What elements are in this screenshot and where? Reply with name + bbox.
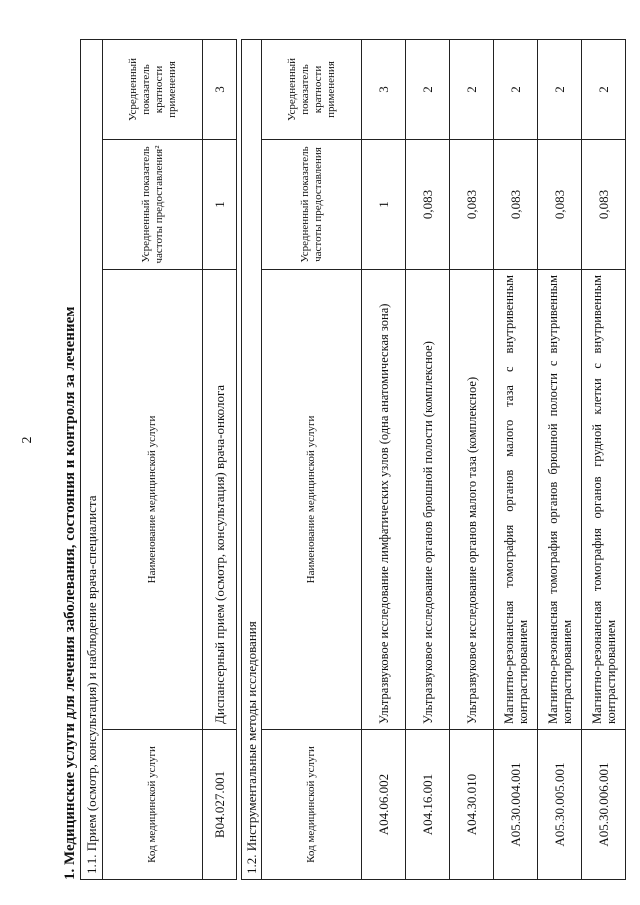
cell-code: A04.30.010 bbox=[450, 730, 494, 880]
table-row bbox=[203, 39, 237, 879]
table-consultations bbox=[80, 39, 237, 880]
header-multiplicity: Усредненный показатель кратности применения bbox=[262, 39, 362, 139]
cell-multiplicity: 2 bbox=[450, 39, 494, 139]
table-caption: 1.2. Инструментальные методы исследования bbox=[242, 39, 262, 879]
table-row bbox=[362, 39, 406, 879]
cell-multiplicity: 2 bbox=[538, 39, 582, 139]
cell-code: A05.30.004.001 bbox=[494, 730, 538, 880]
cell-code: B04.027.001 bbox=[203, 730, 237, 880]
table-row bbox=[450, 39, 494, 879]
table-header-row bbox=[103, 39, 203, 879]
table-row bbox=[538, 39, 582, 879]
table-instrumental-methods bbox=[241, 39, 626, 880]
page-number: 2 bbox=[20, 436, 35, 444]
cell-code: A05.30.006.001 bbox=[582, 730, 626, 880]
cell-frequency: 0,083 bbox=[450, 140, 494, 270]
cell-multiplicity: 3 bbox=[203, 39, 237, 139]
cell-name: Магнитно-резонансная томография органов грудной клетки с внутривенным контрастированием bbox=[582, 270, 626, 730]
header-multiplicity: Усредненный показатель кратности применения bbox=[103, 39, 203, 139]
table-caption-row bbox=[242, 39, 262, 879]
cell-code: A04.16.001 bbox=[406, 730, 450, 880]
header-name: Наименование медицинской услуги bbox=[262, 270, 362, 730]
cell-name: Ультразвуковое исследование лимфатических узлов (одна анатомическая зона) bbox=[362, 270, 406, 730]
cell-frequency: 0,083 bbox=[582, 140, 626, 270]
cell-name: Магнитно-резонансная томография органов малого таза с внутривенным контрастированием bbox=[494, 270, 538, 730]
cell-multiplicity: 2 bbox=[582, 39, 626, 139]
table-row bbox=[406, 39, 450, 879]
cell-frequency: 1 bbox=[203, 140, 237, 270]
cell-frequency: 0,083 bbox=[538, 140, 582, 270]
cell-multiplicity: 3 bbox=[362, 39, 406, 139]
cell-name: Диспансерный прием (осмотр, консультация) врача-онколога bbox=[203, 270, 237, 730]
cell-name: Ультразвуковое исследование органов малого таза (комплексное) bbox=[450, 270, 494, 730]
header-name: Наименование медицинской услуги bbox=[103, 270, 203, 730]
cell-code: A04.06.002 bbox=[362, 730, 406, 880]
header-frequency: Усредненный показатель частоты предоставления² bbox=[103, 140, 203, 270]
header-code: Код медицинской услуги bbox=[262, 730, 362, 880]
header-code: Код медицинской услуги bbox=[103, 730, 203, 880]
table-caption: 1.1. Прием (осмотр, консультация) и наблюдение врача-специалиста bbox=[81, 39, 103, 879]
rotated-document-content bbox=[60, 40, 620, 880]
cell-multiplicity: 2 bbox=[406, 39, 450, 139]
cell-frequency: 0,083 bbox=[494, 140, 538, 270]
header-frequency: Усредненный показатель частоты предоставления bbox=[262, 140, 362, 270]
section-title: 1. Медицинские услуги для лечения заболевания, состояния и контроля за лечением bbox=[62, 306, 78, 880]
table-row bbox=[494, 39, 538, 879]
table-header-row bbox=[262, 39, 362, 879]
cell-name: Ультразвуковое исследование органов брюшной полости (комплексное) bbox=[406, 270, 450, 730]
table-row bbox=[582, 39, 626, 879]
cell-name: Магнитно-резонансная томография органов брюшной полости с внутривенным контрастированием bbox=[538, 270, 582, 730]
cell-frequency: 1 bbox=[362, 140, 406, 270]
cell-frequency: 0,083 bbox=[406, 140, 450, 270]
cell-code: A05.30.005.001 bbox=[538, 730, 582, 880]
cell-multiplicity: 2 bbox=[494, 39, 538, 139]
table-caption-row bbox=[81, 39, 103, 879]
